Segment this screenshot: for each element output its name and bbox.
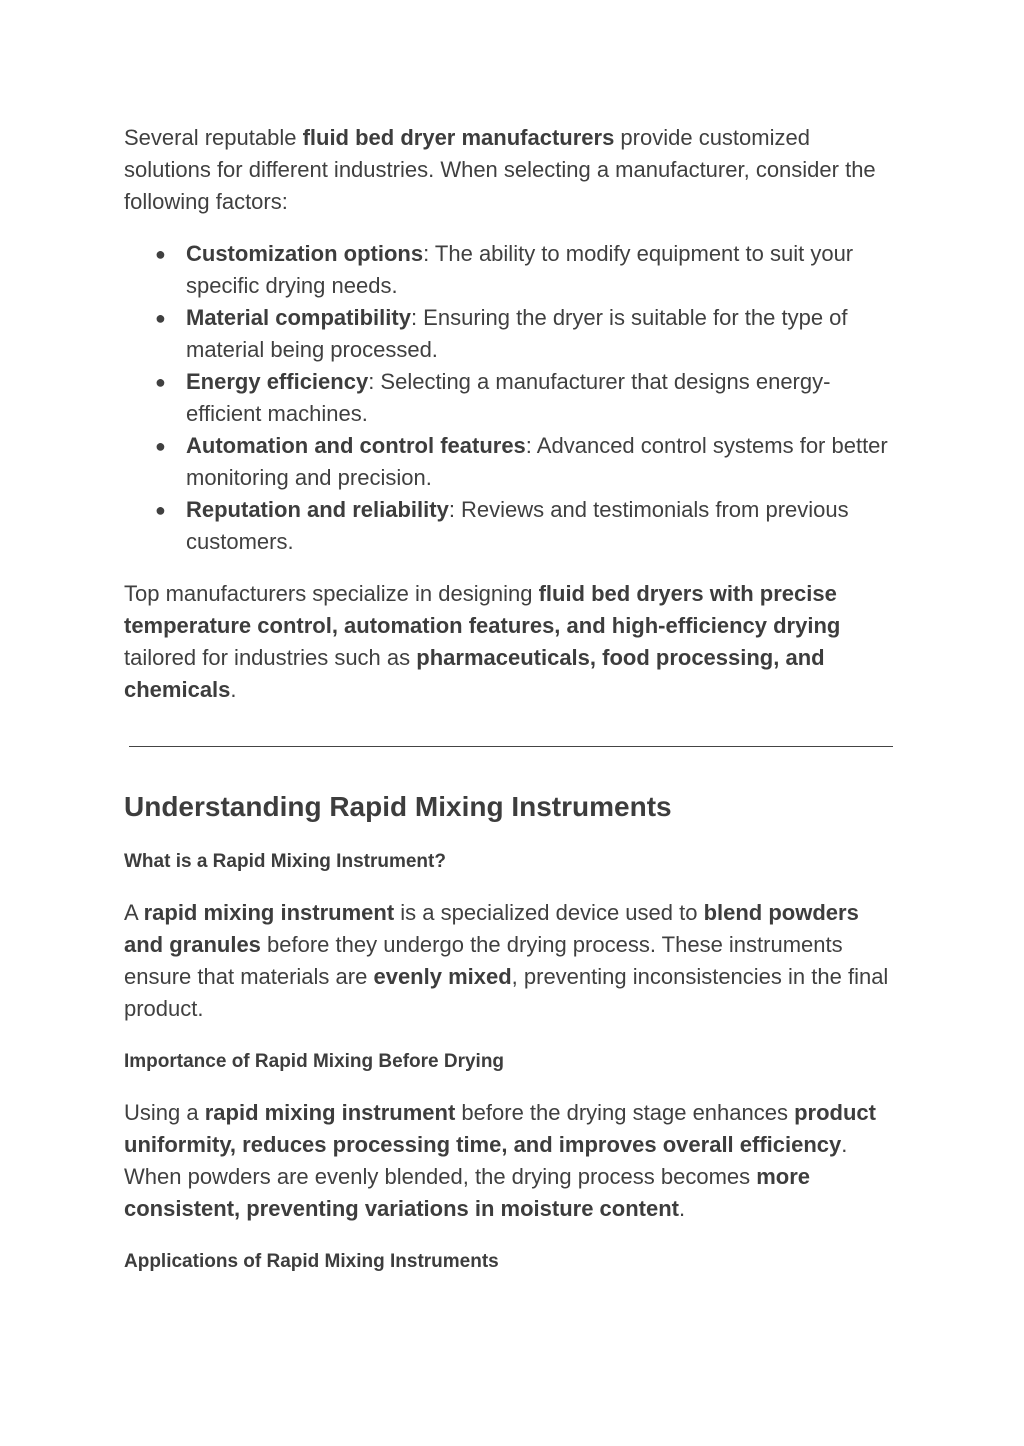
what-text-1: A <box>124 900 144 925</box>
factor-bold: Energy efficiency <box>186 369 369 394</box>
top-bold-1: fluid bed dryers with precise temperature control, automation features, and high-efficiency drying <box>124 581 841 638</box>
bullet-icon: ● <box>155 436 166 456</box>
bullet-icon: ● <box>155 308 166 328</box>
manufacturers-paragraph <box>124 578 899 706</box>
list-item <box>124 430 899 494</box>
what-bold-3: evenly mixed <box>373 964 512 989</box>
bullet-icon: ● <box>155 500 166 520</box>
importance-heading: Importance of Rapid Mixing Before Drying <box>124 1051 505 1072</box>
top-text-1: Top manufacturers specialize in designing <box>124 581 539 606</box>
top-bold-2: pharmaceuticals, food processing, and chemicals <box>124 645 825 702</box>
factor-bold: Reputation and reliability <box>186 497 449 522</box>
factor-text: : Reviews and testimonials from previous customers. <box>186 497 849 554</box>
importance-paragraph <box>124 1097 899 1225</box>
importance-text-4: . <box>678 1196 686 1221</box>
what-text-2: is a specialized device used to <box>394 900 704 925</box>
factor-bold: Material compatibility <box>186 305 411 330</box>
intro-bold-1: fluid bed dryer manufacturers <box>302 125 615 150</box>
importance-text-2: before the drying stage enhances <box>455 1100 795 1125</box>
importance-bold-1: rapid mixing instrument <box>204 1100 456 1125</box>
bullet-icon: ● <box>155 244 166 264</box>
list-item <box>124 238 899 302</box>
factor-bold: Automation and control features <box>186 433 526 458</box>
what-text-4: , preventing inconsistencies in the final product. <box>124 964 889 1021</box>
factor-text: : Ensuring the dryer is suitable for the type of material being processed. <box>186 305 848 362</box>
top-text-3: . <box>230 677 237 702</box>
factor-text: : Advanced control systems for better monitoring and precision. <box>186 433 888 490</box>
factors-list <box>124 238 899 558</box>
horizontal-divider <box>129 746 893 747</box>
factor-bold: Customization options <box>186 241 424 266</box>
what-bold-2: blend powders and granules <box>124 900 859 957</box>
section-title: Understanding Rapid Mixing Instruments <box>124 791 672 822</box>
intro-text-2: provide customized solutions for different industries. When selecting a manufacturer, consider the following factors: <box>124 125 876 214</box>
factor-text: : Selecting a manufacturer that designs energy-efficient machines. <box>186 369 831 426</box>
intro-paragraph <box>124 122 899 218</box>
top-text-2: tailored for industries such as <box>124 645 417 670</box>
importance-bold-2: product uniformity, reduces processing time, and improves overall efficiency <box>124 1100 876 1157</box>
what-bold-1: rapid mixing instrument <box>143 900 395 925</box>
factor-text: : The ability to modify equipment to suit your specific drying needs. <box>186 241 854 298</box>
bullet-icon: ● <box>155 372 166 392</box>
importance-text-1: Using a <box>124 1100 205 1125</box>
what-heading: What is a Rapid Mixing Instrument? <box>124 851 446 872</box>
what-paragraph <box>124 897 899 1025</box>
intro-text-1: Several reputable <box>124 125 303 150</box>
applications-heading: Applications of Rapid Mixing Instruments <box>124 1251 499 1272</box>
list-item <box>124 366 899 430</box>
document-content <box>124 122 899 1275</box>
list-item <box>124 302 899 366</box>
what-text-3: before they undergo the drying process. These instruments ensure that materials are <box>124 932 843 989</box>
importance-text-3: . When powders are evenly blended, the drying process becomes <box>124 1132 848 1189</box>
importance-bold-3: more consistent, preventing variations in moisture content <box>124 1164 811 1221</box>
list-item <box>124 494 899 558</box>
